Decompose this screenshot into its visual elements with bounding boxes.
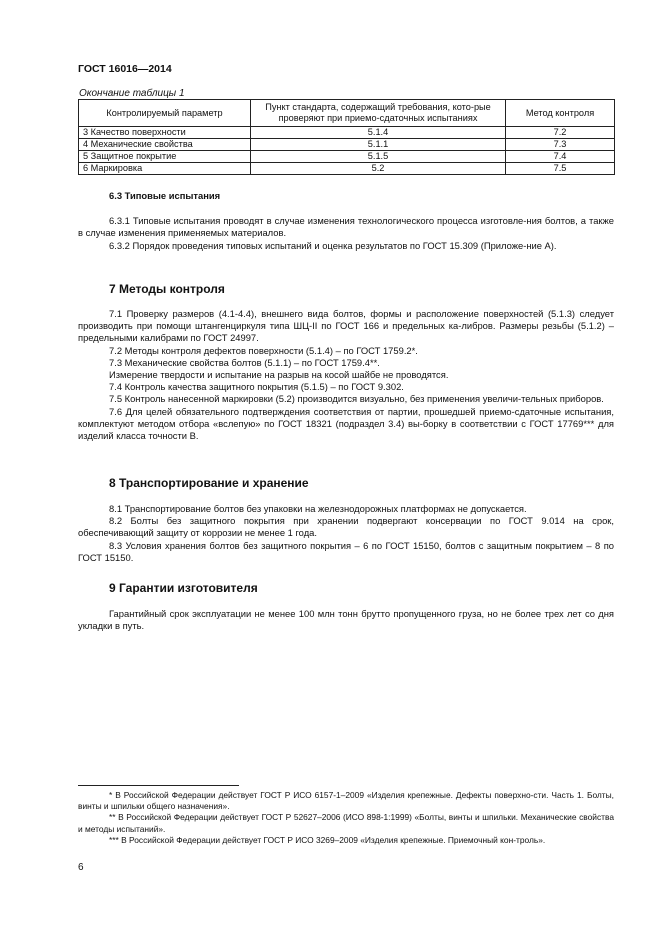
table-row	[79, 139, 615, 151]
paragraph: 7.4 Контроль качества защитного покрытия (5.1.5) – по ГОСТ 9.302.	[109, 381, 404, 393]
paragraph: 7.2 Методы контроля дефектов поверхности (5.1.4) – по ГОСТ 1759.2*.	[109, 344, 418, 356]
page-header-standard: ГОСТ 16016—2014	[78, 63, 172, 75]
footnote: *** В Российской Федерации действует ГОСТ Р ИСО 3269–2009 «Изделия крепежные. Приемочный кон-троль».	[109, 834, 546, 845]
cell-clause: 5.2	[251, 163, 506, 175]
paragraph: 7.3 Механические свойства болтов (5.1.1) – по ГОСТ 1759.4**.	[109, 356, 380, 368]
section-8-body	[78, 503, 614, 564]
table-caption: Окончание таблицы 1	[79, 88, 185, 99]
paragraph: 7.6 Для целей обязательного подтверждения соответствия от партии, прошедшей приемо-сдаточные испытания, комплектуют методом отбора «вслепую» по ГОСТ 18321 (подраздел 3.4) вы-борку в соответствии с ГОСТ 17769*** для изделий класса точности В.	[78, 405, 614, 442]
section-title-9: 9 Гарантии изготовителя	[109, 581, 258, 595]
paragraph: Измерение твердости и испытание на разрыв на косой шайбе не проводятся.	[109, 369, 449, 381]
paragraph: 7.1 Проверку размеров (4.1-4.4), внешнего вида болтов, формы и расположение поверхностей (5.1.3) следует производить при помощи штангенциркуля типа ШЦ-II по ГОСТ 166 и предельных ка-либров. Размеры резьбы (5.1.2) – предельными калибрами по ГОСТ 24997.	[78, 308, 614, 344]
table-row	[79, 163, 615, 175]
cell-parameter: 5 Защитное покрытие	[79, 151, 251, 163]
paragraph: 6.3.1 Типовые испытания проводят в случае изменения технологического процесса изготовле-ния болтов, а также в случае изменения применяемых материалов.	[78, 215, 614, 239]
paragraph: 7.5 Контроль нанесенной маркировки (5.2) производится визуально, без применения увеличи-тельных приборов.	[109, 393, 604, 405]
cell-parameter: 6 Маркировка	[79, 163, 251, 175]
paragraph: 6.3.2 Порядок проведения типовых испытаний и оценка результатов по ГОСТ 15.309 (Приложе-ние А).	[109, 239, 557, 251]
cell-clause: 5.1.5	[251, 151, 506, 163]
paragraph: 8.3 Условия хранения болтов без защитного покрытия – 6 по ГОСТ 15150, болтов с защитным покрытием – 8 по ГОСТ 15150.	[78, 539, 614, 563]
column-header-method: Метод контроля	[506, 100, 615, 127]
subsection-title: 6.3 Типовые испытания	[109, 190, 221, 201]
footnotes	[78, 790, 614, 846]
section-6-3	[78, 190, 614, 252]
table-header-row	[79, 100, 615, 127]
control-table	[78, 99, 615, 175]
paragraph: 8.1 Транспортирование болтов без упаковки на железнодорожных платформах не допускается.	[109, 503, 527, 514]
table-row	[79, 127, 615, 139]
cell-method: 7.5	[506, 163, 615, 175]
cell-parameter: 3 Качество поверхности	[79, 127, 251, 139]
footnote-divider	[78, 785, 239, 786]
section-title-7: 7 Методы контроля	[109, 282, 225, 296]
cell-clause: 5.1.4	[251, 127, 506, 139]
paragraph: 8.2 Болты без защитного покрытия при хранении подвергают консервации по ГОСТ 9.014 на срок, обеспечивающий защиту от коррозии не менее 1 года.	[78, 515, 614, 539]
footnote: * В Российской Федерации действует ГОСТ Р ИСО 6157-1–2009 «Изделия крепежные. Дефекты поверхно-сти. Часть 1. Болты, винты и шпильки общего назначения».	[78, 790, 614, 812]
cell-clause: 5.1.1	[251, 139, 506, 151]
paragraph: Гарантийный срок эксплуатации не менее 100 млн тонн брутто пропущенного груза, но не более трех лет со дня укладки в путь.	[78, 608, 614, 632]
table-row	[79, 151, 615, 163]
section-9-body	[78, 608, 614, 632]
cell-parameter: 4 Механические свойства	[79, 139, 251, 151]
cell-method: 7.4	[506, 151, 615, 163]
column-header-parameter: Контролируемый параметр	[79, 100, 251, 127]
cell-method: 7.2	[506, 127, 615, 139]
column-header-clause: Пункт стандарта, содержащий требования, кото-рые проверяют при приемо-сдаточных испытаниях	[251, 100, 506, 127]
page-number: 6	[78, 862, 84, 873]
footnote: ** В Российской Федерации действует ГОСТ Р 52627–2006 (ИСО 898-1:1999) «Болты, винты и шпильки. Механические свойства и методы испытаний».	[78, 812, 614, 834]
cell-method: 7.3	[506, 139, 615, 151]
section-7-body	[78, 308, 614, 442]
section-title-8: 8 Транспортирование и хранение	[109, 476, 309, 490]
